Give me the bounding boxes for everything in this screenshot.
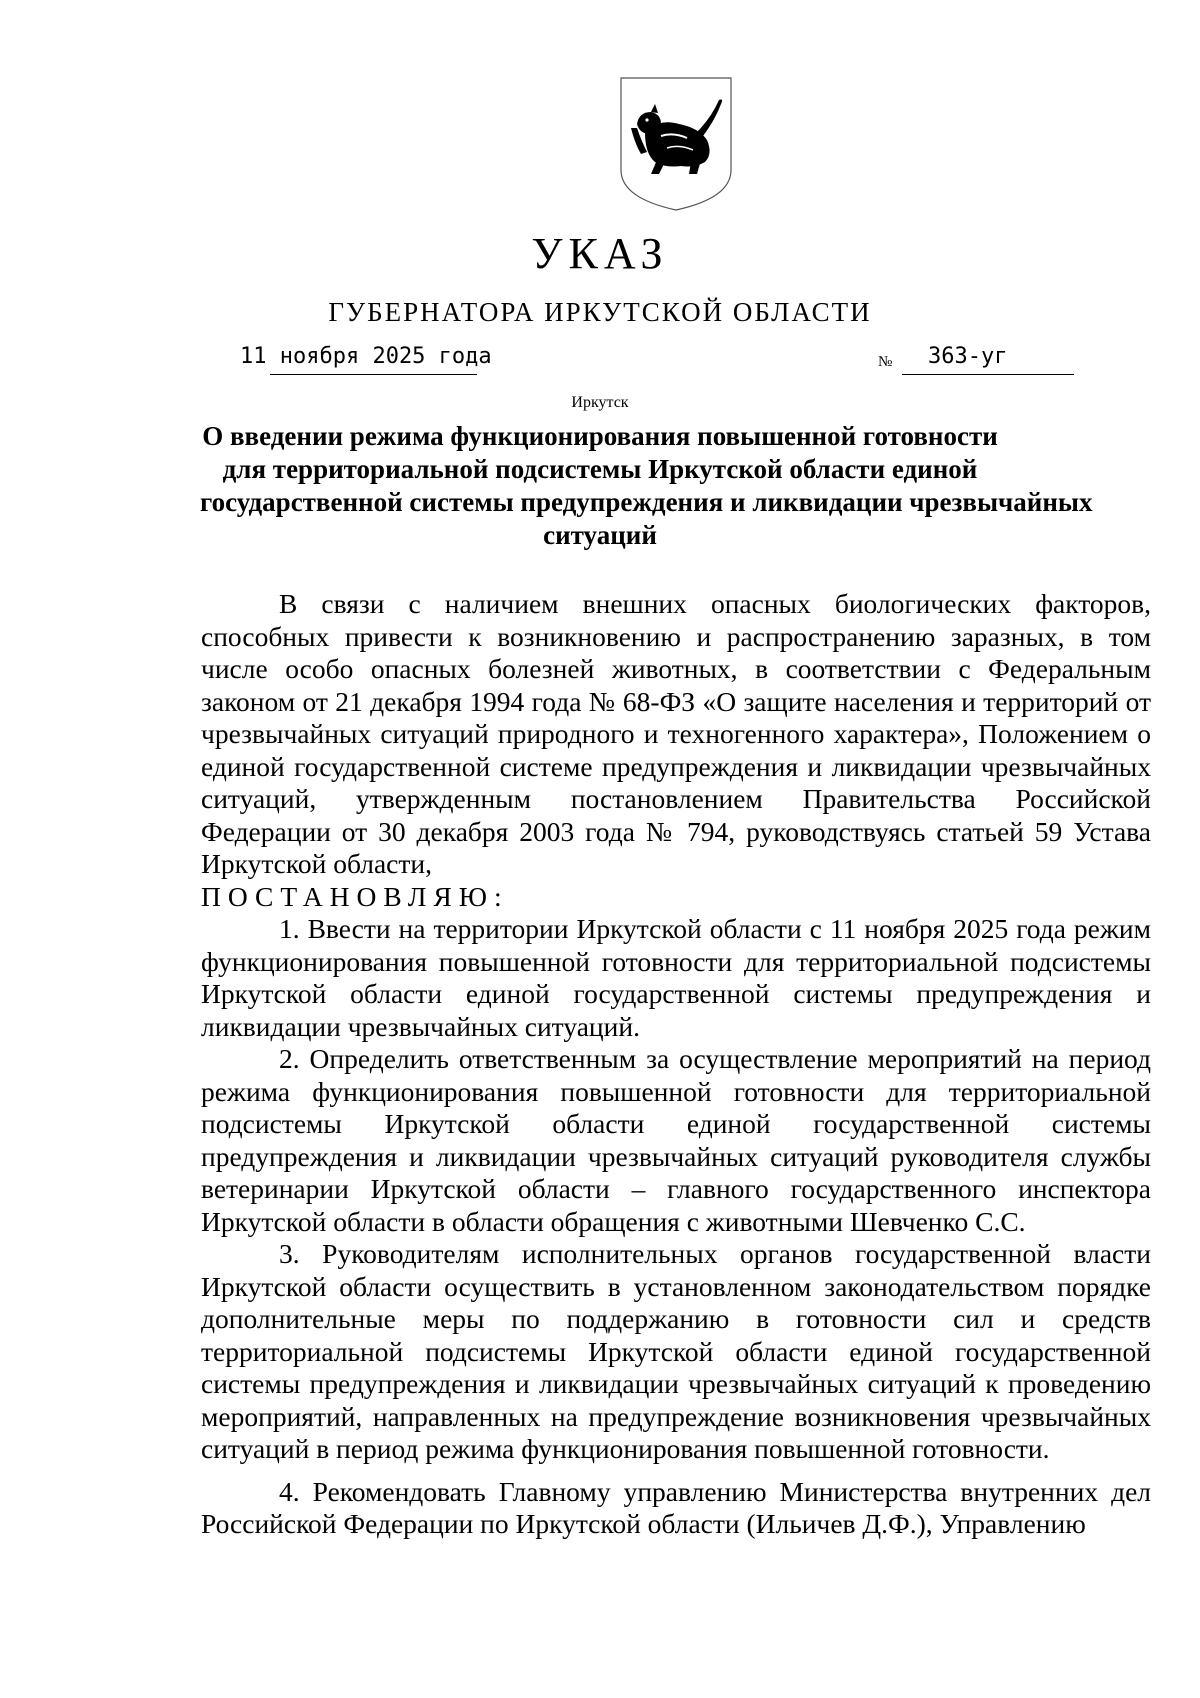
heading-line: О введении режима функционирования повышенной готовности xyxy=(202,421,998,451)
issue-city: Иркутск xyxy=(571,394,629,411)
document-type-title: УКАЗ xyxy=(531,229,669,278)
coat-of-arms-icon xyxy=(617,74,735,214)
decree-number: 363-уг xyxy=(928,344,1008,369)
heading-line: для территориальной подсистемы Иркутской области единой xyxy=(222,454,978,484)
number-sign: № xyxy=(878,354,893,370)
decree-item-2: 2. Определить ответственным за осуществление мероприятий на период режима функционирования повышенной готовности для территориальной подсистемы Иркутской области единой государственной системы предупреждения и ликвидации чрезвычайных ситуаций руководителя службы ветеринарии Иркутской области – главного государственного инспектора Иркутской области в области обращения с животными Шевченко С.С. xyxy=(201,1043,1151,1237)
date-underline xyxy=(270,374,477,375)
decree-heading xyxy=(200,420,1093,552)
decree-word: ПОСТАНОВЛЯЮ: xyxy=(201,880,509,912)
decree-body xyxy=(201,588,1151,1541)
decree-item-1: 1. Ввести на территории Иркутской области с 11 ноября 2025 года режим функционирования повышенной готовности для территориальной подсистемы Иркутской области единой государственной системы предупреждения и ликвидации чрезвычайных ситуаций. xyxy=(201,913,1151,1042)
decree-item-3: 3. Руководителям исполнительных органов государственной власти Иркутской области осуществить в установленном законодательством порядке дополнительные меры по поддержанию в готовности сил и средств территориальной подсистемы Иркутской области единой государственной системы предупреждения и ликвидации чрезвычайных ситуаций к проведению мероприятий, направленных на предупреждение возникновения чрезвычайных ситуаций в период режима функционирования повышенной готовности. xyxy=(201,1238,1151,1464)
decree-date: 11 ноября 2025 года xyxy=(240,344,492,369)
decree-item-4: 4. Рекомендовать Главному управлению Министерства внутренних дел Российской Федерации по Иркутской области (Ильичев Д.Ф.), Управлению xyxy=(201,1475,1151,1539)
heading-line: государственной системы предупреждения и ликвидации чрезвычайных xyxy=(200,487,1093,517)
number-underline xyxy=(902,374,1074,375)
preamble-paragraph: В связи с наличием внешних опасных биологических факторов, способных привести к возникновению и распространению заразных, в том числе особо опасных болезней животных, в соответствии с Федеральным законом от 21 декабря 1994 года № 68-ФЗ «О защите населения и территорий от чрезвычайных ситуаций природного и техногенного характера», Положением о единой государственной системе предупреждения и ликвидации чрезвычайных ситуаций, утвержденным постановлением Правительства Российской Федерации от 30 декабря 2003 года № 794, руководствуясь статьей 59 Устава Иркутской области, xyxy=(201,588,1151,879)
issuer-title: ГУБЕРНАТОРА ИРКУТСКОЙ ОБЛАСТИ xyxy=(328,297,872,327)
heading-line: ситуаций xyxy=(543,520,657,550)
